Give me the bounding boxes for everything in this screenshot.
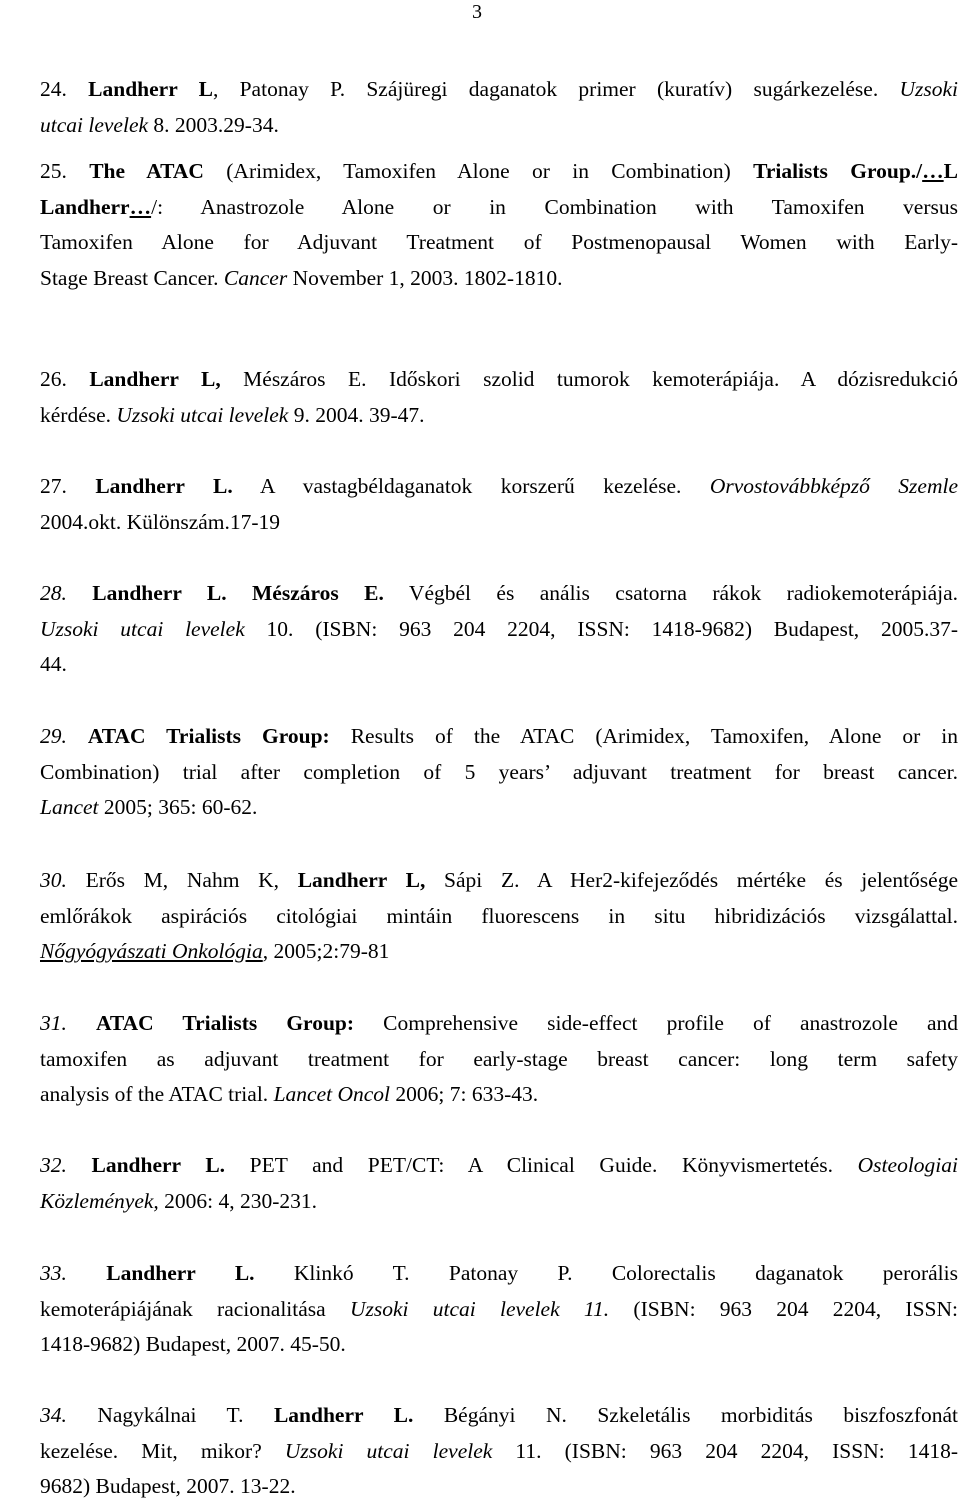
author-bold: ATAC Trialists Group: [87, 724, 330, 748]
author-bold: Landherr L. [106, 1261, 255, 1285]
citation-tail: 9682) Budapest, 2007. 13-22. [40, 1474, 296, 1498]
reference-number: 27. [40, 474, 67, 498]
title: Szájüregi daganatok primer (kuratív) sugárkezelése. [345, 77, 900, 101]
authors: Nagykálnai T. [97, 1403, 274, 1427]
journal: Uzsoki utcai levelek [116, 402, 289, 427]
title: kérdése. [40, 402, 117, 427]
title: kemoterápiájának racionalitása [40, 1296, 350, 1321]
reference-29-line-1 [40, 719, 958, 755]
authors: Bégányi N. [413, 1403, 567, 1427]
authors: Klinkó T. Patonay P. [254, 1261, 573, 1285]
title: tamoxifen as adjuvant treatment for early-stage breast cancer: long term safety [40, 1046, 958, 1071]
reference-30-line-2 [40, 899, 958, 935]
citation-tail: 44. [40, 652, 67, 676]
journal: Uzsoki utcai levelek [284, 1438, 493, 1463]
page-number: 3 [472, 1, 482, 23]
reference-31-line-2 [40, 1042, 958, 1078]
journal: Lancet [40, 795, 99, 819]
reference-number: 25. [40, 159, 67, 183]
reference-34-line-2 [40, 1434, 958, 1470]
reference-26-line-1 [40, 362, 958, 398]
title: Tamoxifen Alone for Adjuvant Treatment of Postmenopausal Women with Early- [40, 230, 958, 254]
citation-tail: 2006; 7: 633-43. [390, 1082, 539, 1106]
reference-34-line-3 [40, 1469, 958, 1505]
reference-25-line-1 [40, 154, 958, 190]
title: Results of the ATAC (Arimidex, Tamoxifen, Alone or in [329, 724, 958, 748]
gap-marker: … [129, 194, 152, 219]
reference-number: 28. [40, 581, 67, 605]
citation-tail: November 1, 2003. 1802-1810. [287, 265, 563, 290]
journal: Uzsoki utcai levelek 11. [349, 1296, 610, 1321]
gap-marker: … [922, 159, 944, 183]
reference-30 [40, 863, 958, 970]
reference-number: 32. [40, 1153, 67, 1177]
journal: Uzsoki [899, 77, 959, 101]
group-name-suffix: Trialists Group./ [753, 159, 923, 183]
citation-tail: 11. (ISBN: 963 204 2204, ISSN: 1418- [492, 1438, 958, 1463]
authors: Sápi Z. [425, 868, 520, 892]
citation-tail: 8. 2003.29-34. [148, 112, 279, 137]
reference-number: 24. [40, 77, 67, 101]
title: Combination) trial after completion of 5 years’ adjuvant treatment for breast cancer. [40, 759, 958, 784]
author-bold: Landherr L. [95, 474, 233, 498]
reference-27 [40, 469, 958, 540]
reference-number: 34. [40, 1403, 67, 1427]
reference-number: 29. [40, 724, 67, 748]
citation-tail: (ISBN: 963 204 2204, ISSN: [609, 1296, 958, 1321]
journal: Osteologiai [857, 1153, 958, 1177]
reference-24 [40, 72, 958, 143]
reference-number: 30. [40, 868, 67, 892]
title: Anastrozole Alone or in Combination with Tamoxifen versus [163, 194, 958, 219]
title: kezelése. Mit, mikor? [40, 1438, 285, 1463]
title: A vastagbéldaganatok korszerű kezelése. [232, 474, 710, 498]
reference-24-line-2 [40, 108, 958, 144]
title: Stage Breast Cancer. [40, 265, 224, 290]
group-name: The ATAC [89, 159, 204, 183]
reference-28-line-1 [40, 576, 958, 612]
author-bold: ATAC Trialists Group: [95, 1011, 355, 1035]
citation-tail: 10. (ISBN: 963 204 2204, ISSN: 1418-9682) Budapest, 2005.37- [244, 616, 958, 641]
author-bold: Landherr L. [273, 1403, 414, 1427]
journal: Lancet Oncol [273, 1082, 390, 1106]
group-name-rest: (Arimidex, Tamoxifen Alone or in Combination) [203, 159, 754, 183]
reference-25 [40, 154, 958, 296]
reference-33 [40, 1256, 958, 1363]
slash: /: [151, 194, 164, 219]
reference-27-line-1 [40, 469, 958, 505]
reference-number: 26. [40, 367, 67, 391]
reference-31-line-3 [40, 1077, 958, 1113]
reference-31-line-1 [40, 1006, 958, 1042]
title: Szkeletális morbiditás biszfoszfonát [566, 1403, 958, 1427]
authors: Mészáros E. [220, 367, 367, 391]
journal: Uzsoki utcai levelek [40, 616, 245, 641]
authors: , Patonay P. [212, 77, 346, 101]
reference-33-line-3 [40, 1327, 958, 1363]
author-bold: Landherr L. [91, 1153, 226, 1177]
citation-tail: , 2005;2:79-81 [262, 939, 390, 963]
reference-25-line-2 [40, 190, 958, 226]
reference-29-line-2 [40, 755, 958, 791]
reference-28-line-3 [40, 647, 958, 683]
author-initial: L [943, 159, 958, 183]
citation-tail: 2006: 4, 230-231. [158, 1188, 318, 1213]
author-bold: Landherr L, [89, 367, 221, 391]
citation-tail: 1418-9682) Budapest, 2007. 45-50. [40, 1332, 346, 1356]
reference-27-line-2 [40, 505, 958, 541]
reference-29-line-3 [40, 790, 958, 826]
author-bold: Landherr L. Mészáros E. [92, 581, 384, 605]
reference-number: 33. [40, 1261, 67, 1285]
reference-32 [40, 1148, 958, 1219]
title: Comprehensive side-effect profile of anastrozole and [354, 1011, 958, 1035]
reference-24-line-1 [40, 72, 958, 108]
reference-30-line-3 [40, 934, 958, 970]
author-bold: Landherr L [88, 77, 213, 101]
reference-29 [40, 719, 958, 826]
reference-number: 31. [40, 1011, 67, 1035]
citation-tail: 2004.okt. Különszám.17-19 [40, 509, 281, 534]
reference-26 [40, 362, 958, 433]
reference-28 [40, 576, 958, 683]
reference-34 [40, 1398, 958, 1505]
citation-tail: 2005; 365: 60-62. [98, 795, 258, 819]
journal: Orvostovábbképző Szemle [709, 474, 958, 498]
title: PET and PET/CT: A Clinical Guide. Könyvismertetés. [225, 1153, 858, 1177]
reference-33-line-2 [40, 1292, 958, 1328]
author-bold: Landherr [40, 194, 130, 219]
journal: Nőgyógyászati Onkológia [40, 939, 263, 963]
title: analysis of the ATAC trial. [40, 1082, 274, 1106]
reference-32-line-1 [40, 1148, 958, 1184]
reference-31 [40, 1006, 958, 1113]
reference-30-line-1 [40, 863, 958, 899]
journal: utcai levelek [40, 112, 149, 137]
title: Colorectalis daganatok perorális [572, 1261, 959, 1285]
reference-26-line-2 [40, 398, 958, 434]
title: A Her2-kifejeződés mértéke és jelentősége [519, 868, 959, 892]
reference-33-line-1 [40, 1256, 958, 1292]
title: Végbél és anális csatorna rákok radiokemoterápiája. [383, 581, 958, 605]
reference-28-line-2 [40, 612, 958, 648]
reference-25-line-3 [40, 225, 958, 261]
author-bold: Landherr L, [297, 868, 426, 892]
journal: Közlemények, [40, 1188, 159, 1213]
reference-34-line-1 [40, 1398, 958, 1434]
reference-25-line-4 [40, 261, 958, 297]
title: emlőrákok aspirációs citológiai mintáin fluorescens in situ hibridizációs vizsgálattal. [40, 903, 958, 928]
citation-tail: 9. 2004. 39-47. [288, 402, 425, 427]
reference-32-line-2 [40, 1184, 958, 1220]
title: Időskori szolid tumorok kemoterápiája. A dózisredukció [366, 367, 958, 391]
journal: Cancer [223, 265, 288, 290]
authors: Erős M, Nahm K, [85, 868, 298, 892]
